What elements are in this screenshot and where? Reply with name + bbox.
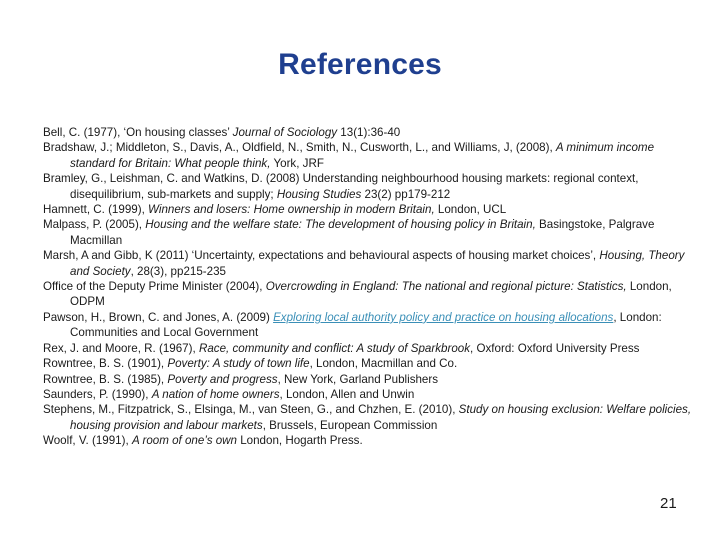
ref-text: Woolf, V. (1991),: [43, 434, 132, 448]
ref-text: , Oxford: Oxford University Press: [470, 341, 640, 355]
ref-text: London, Hogarth Press.: [236, 434, 363, 448]
ref-text: Saunders, P. (1990),: [43, 387, 152, 401]
ref-italic: Housing and the welfare state: The development of housing policy in Britain,: [145, 218, 536, 232]
ref-italic: Winners and losers: Home ownership in modern Britain,: [148, 203, 435, 217]
ref-italic: Journal of Sociology: [232, 126, 338, 139]
ref-italic: Housing Studies: [276, 187, 362, 201]
reference-item: [43, 279, 693, 310]
ref-text: 23(2) pp179-212: [361, 187, 451, 201]
ref-text: Rowntree, B. S. (1985),: [43, 372, 168, 386]
ref-text: Office of the Deputy Prime Minister (2004),: [43, 280, 266, 294]
reference-item: [43, 433, 693, 448]
reference-item: [43, 202, 693, 217]
reference-item: [43, 387, 693, 402]
ref-text: Marsh, A and Gibb, K (2011) ‘Uncertainty, expectations and behavioural aspects of housing market choices’,: [43, 249, 600, 263]
ref-italic: Overcrowding in England: The national and regional picture: Statistics,: [265, 280, 627, 294]
reference-item: [43, 402, 693, 433]
ref-italic: A room of one’s own: [131, 434, 237, 448]
reference-item: [43, 125, 693, 140]
ref-text: Rowntree, B. S. (1901),: [43, 357, 168, 371]
ref-text: , London, Macmillan and Co.: [309, 357, 458, 371]
ref-text: Stephens, M., Fitzpatrick, S., Elsinga, M., van Steen, G., and Chzhen, E. (2010),: [43, 403, 459, 417]
ref-italic: Study on housing exclusion: Welfare policies, housing provision and labour markets: [70, 403, 692, 432]
page-number: 21: [660, 495, 677, 512]
ref-text: , Brussels, European Commission: [262, 418, 438, 432]
reference-item: [43, 310, 693, 341]
reference-item: [43, 171, 693, 202]
reference-item: [43, 341, 693, 356]
page-title: References: [278, 48, 442, 81]
ref-text: Hamnett, C. (1999),: [43, 203, 149, 217]
ref-text: London, UCL: [434, 203, 507, 217]
ref-text: Bell, C. (1977), ‘On housing classes’: [43, 126, 233, 139]
ref-text: , London: Communities and Local Government: [70, 310, 662, 340]
ref-link[interactable]: Exploring local authority policy and practice on housing allocations: [273, 310, 614, 324]
reference-item: [43, 140, 693, 171]
reference-item: [43, 248, 693, 279]
ref-text: Pawson, H., Brown, C. and Jones, A. (2009): [43, 310, 274, 324]
ref-text: Basingstoke, Palgrave Macmillan: [70, 218, 655, 247]
ref-text: , New York, Garland Publishers: [277, 372, 439, 386]
ref-italic: A nation of home owners: [151, 387, 280, 401]
ref-text: London, ODPM: [70, 280, 672, 309]
ref-text: Malpass, P. (2005),: [43, 218, 146, 232]
ref-italic: Housing, Theory and Society: [70, 249, 685, 278]
ref-text: Bradshaw, J.; Middleton, S., Davis, A., Oldfield, N., Smith, N., Cusworth, L., and Williams, J, (2008),: [43, 141, 556, 155]
ref-text: Bramley, G., Leishman, C. and Watkins, D. (2008) Understanding neighbourhood housing markets: regional context, disequilibrium, sub-markets and supply;: [43, 172, 639, 201]
reference-item: [43, 217, 693, 248]
ref-text: York, JRF: [270, 156, 324, 170]
reference-item: [43, 356, 693, 371]
ref-text: Rex, J. and Moore, R. (1967),: [43, 341, 199, 355]
ref-italic: Poverty and progress: [167, 372, 278, 386]
ref-text: 13(1):36-40: [337, 126, 401, 139]
ref-text: , London, Allen and Unwin: [279, 387, 415, 401]
reference-item: [43, 372, 693, 387]
ref-italic: A minimum income standard for Britain: What people think,: [70, 141, 655, 170]
references-list: [43, 125, 693, 449]
ref-text: , 28(3), pp215-235: [130, 264, 226, 278]
ref-italic: Race, community and conflict: A study of Sparkbrook: [198, 341, 471, 355]
ref-italic: Poverty: A study of town life: [167, 357, 310, 371]
